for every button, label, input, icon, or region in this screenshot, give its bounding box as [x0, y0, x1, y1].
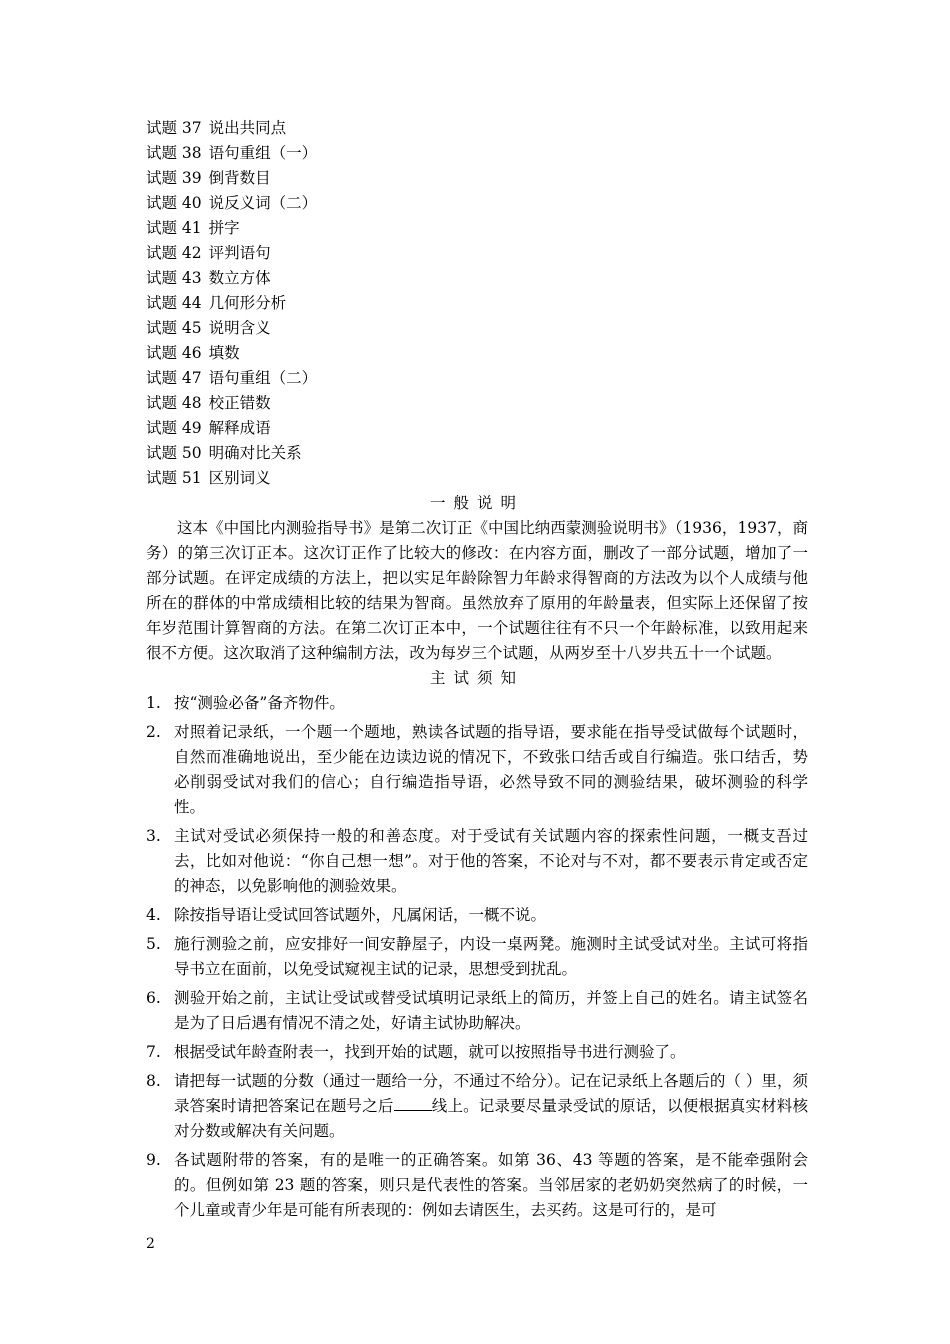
test-item-number: 试题 37: [146, 119, 202, 137]
list-item-text: 主试对受试必须保持一般的和善态度。对于受试有关试题内容的探索性问题，一概支吾过去，比如对他说：“你自己想一想”。对于他的答案，不论对与不对，都不要表示肯定或否定的神态，以免影响他的测验效果。: [174, 827, 808, 895]
list-item-text: 施行测验之前，应安排好一间安静屋子，内设一桌两凳。施测时主试受试对坐。主试可将指导书立在面前，以免受试窥视主试的记录，思想受到扰乱。: [174, 935, 808, 978]
general-notes-paragraph: 这本《中国比内测验指导书》是第二次订正《中国比纳西蒙测验说明书》（1936，1937，商务）的第三次订正本。这次订正作了比较大的修改：在内容方面，删改了一部分试题，增加了一部分试题。在评定成绩的方法上，把以实足年龄除智力年龄求得智商的方法改为以个人成绩与他所在的群体的中常成绩相比较的结果为智商。虽然放弃了原用的年龄量表，但实际上还保留了按年岁范围计算智商的方法。在第二次订正本中，一个试题往往有不只一个年龄标准，以致用起来很不方便。这次取消了这种编制方法，改为每岁三个试题，从两岁至十八岁共五十一个试题。: [146, 519, 808, 662]
test-item-number: 试题 39: [146, 169, 202, 187]
test-item-number: 试题 45: [146, 319, 202, 337]
test-item-number: 试题 44: [146, 294, 202, 312]
test-item: [146, 441, 808, 466]
answer-blank-line: [394, 1096, 432, 1111]
test-item: [146, 266, 808, 291]
list-item-number: 2.: [146, 723, 161, 741]
list-item: [146, 1040, 808, 1065]
test-item-title: 填数: [208, 344, 240, 362]
test-item-number: 试题 41: [146, 219, 202, 237]
list-item-text: 除按指导语让受试回答试题外，凡属闲话，一概不说。: [174, 906, 547, 924]
test-item-number: 试题 46: [146, 344, 202, 362]
list-item: [146, 932, 808, 982]
test-item-title: 语句重组（二）: [208, 369, 318, 387]
test-item: [146, 241, 808, 266]
test-item: [146, 391, 808, 416]
list-item: [146, 986, 808, 1036]
test-item: [146, 191, 808, 216]
test-item-title: 校正错数: [208, 394, 271, 412]
test-item-number: 试题 38: [146, 144, 202, 162]
list-item-number: 3.: [146, 827, 161, 845]
page-number: 2: [146, 1236, 155, 1252]
list-item: [146, 691, 808, 716]
list-item-text: 测验开始之前，主试让受试或替受试填明记录纸上的简历，并签上自己的姓名。请主试签名是为了日后遇有情况不清之处，好请主试协助解决。: [174, 989, 808, 1032]
examiner-instructions-list: [146, 691, 808, 1223]
list-item-number: 6.: [146, 989, 161, 1007]
general-notes-heading: 一般说明: [429, 494, 524, 512]
list-item: [146, 824, 808, 899]
test-item: [146, 316, 808, 341]
list-item-text: 根据受试年龄查附表一，找到开始的试题，就可以按照指导书进行测验了。: [174, 1043, 686, 1061]
list-item-number: 7.: [146, 1043, 161, 1061]
examiner-instructions-heading: 主试须知: [429, 669, 524, 687]
list-item-text-before-blank: 请把每一试题的分数（通过一题给一分，不通过不给分）。记在记录纸上各题后的（ ）里，须录答案时请把答案记在题号之后: [174, 1072, 808, 1115]
test-item-number: 试题 43: [146, 269, 202, 287]
list-item: [146, 720, 808, 820]
test-item-number: 试题 42: [146, 244, 202, 262]
test-item-title: 说出共同点: [208, 119, 287, 137]
test-item: [146, 141, 808, 166]
test-item: [146, 166, 808, 191]
test-item: [146, 216, 808, 241]
test-item-number: 试题 50: [146, 444, 202, 462]
test-item-title: 区别词义: [208, 469, 271, 487]
test-item-list: [146, 116, 808, 491]
test-item: [146, 466, 808, 491]
test-item-title: 数立方体: [208, 269, 271, 287]
test-item-title: 倒背数目: [208, 169, 271, 187]
test-item-title: 拼字: [208, 219, 240, 237]
test-item: [146, 366, 808, 391]
list-item-text: 按“测验必备”备齐物件。: [174, 694, 345, 712]
test-item-title: 说反义词（二）: [208, 194, 318, 212]
list-item-text: 对照着记录纸，一个题一个题地，熟读各试题的指导语，要求能在指导受试做每个试题时，自然而准确地说出，至少能在边读边说的情况下，不致张口结舌或自行编造。张口结舌，势必削弱受试对我们的信心；自行编造指导语，必然导致不同的测验结果，破坏测验的科学性。: [174, 723, 808, 816]
list-item-text-after-blank: 线上。记录要尽量录受试的原话，以便根据真实材料核对分数或解决有关问题。: [174, 1097, 808, 1140]
test-item: [146, 116, 808, 141]
list-item-number: 8.: [146, 1072, 161, 1090]
test-item-number: 试题 48: [146, 394, 202, 412]
list-item: [146, 1069, 808, 1144]
test-item: [146, 291, 808, 316]
test-item-number: 试题 49: [146, 419, 202, 437]
list-item-text: 各试题附带的答案，有的是唯一的正确答案。如第 36、43 等题的答案，是不能牵强附会的。但例如第 23 题的答案，则只是代表性的答案。当邻居家的老奶奶突然病了的时候，一个儿童或青少年是可能有所表现的：例如去请医生，去买药。这是可行的，是可: [174, 1151, 808, 1219]
test-item-number: 试题 40: [146, 194, 202, 212]
list-item-number: 1.: [146, 694, 161, 712]
test-item-title: 明确对比关系: [208, 444, 302, 462]
test-item-title: 解释成语: [208, 419, 271, 437]
list-item-number: 9.: [146, 1151, 161, 1169]
test-item: [146, 341, 808, 366]
test-item: [146, 416, 808, 441]
test-item-title: 说明含义: [208, 319, 271, 337]
list-item-number: 5.: [146, 935, 161, 953]
list-item-number: 4.: [146, 906, 161, 924]
document-page: [146, 116, 808, 1227]
test-item-title: 评判语句: [208, 244, 271, 262]
test-item-number: 试题 51: [146, 469, 202, 487]
list-item: [146, 1148, 808, 1223]
test-item-number: 试题 47: [146, 369, 202, 387]
test-item-title: 语句重组（一）: [208, 144, 318, 162]
test-item-title: 几何形分析: [208, 294, 287, 312]
list-item: [146, 903, 808, 928]
